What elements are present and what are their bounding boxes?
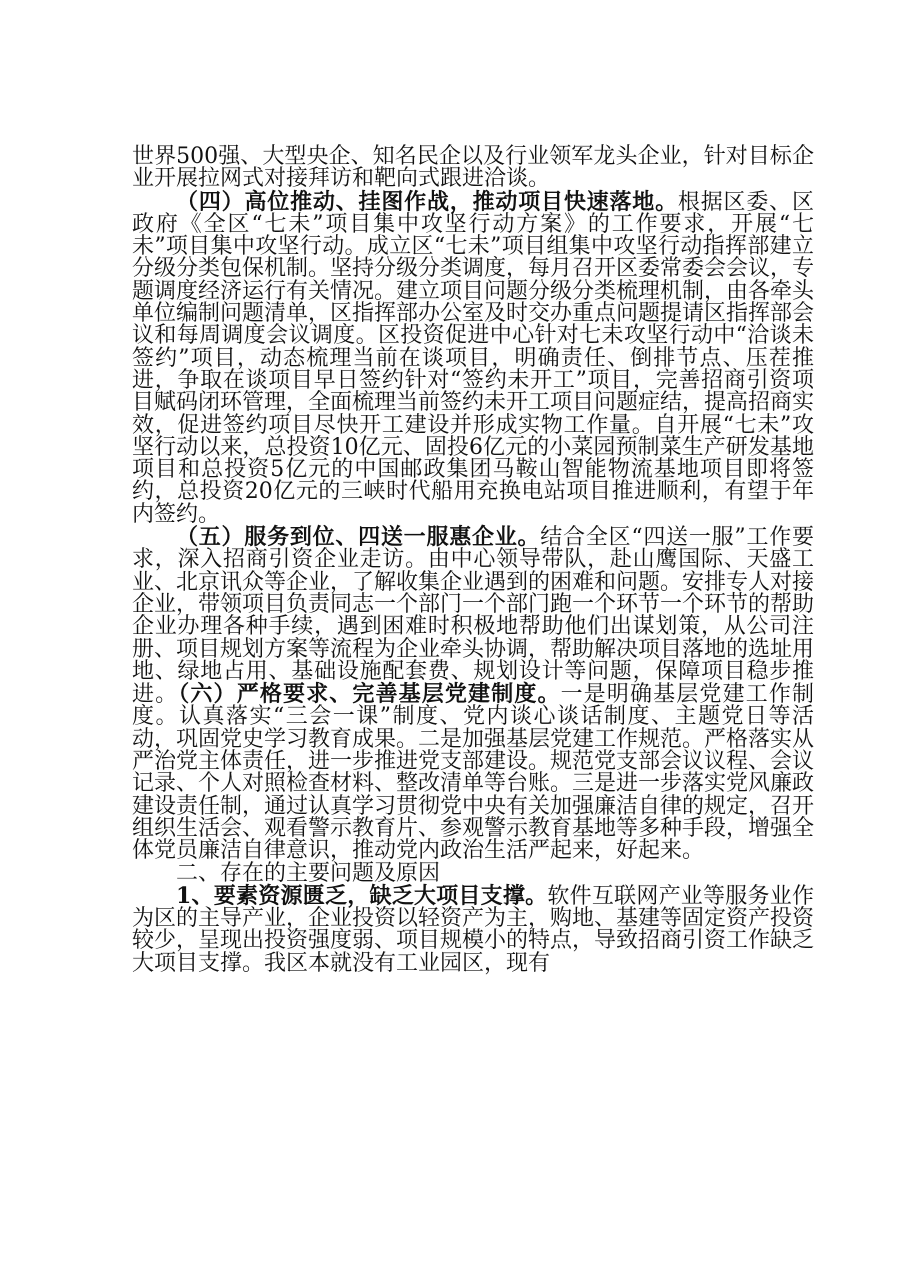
paragraph-text: 一是明确基层党建工作制度。认真落实“三会一课”制度、党内谈心谈话制度、主题党日等活动，巩固党史学习教育成果。二是加强基层党建工作规范。严格落实从严治党主体责任，进一步推进党支部建设。规范党支部会议议程、会议记录、个人对照检查材料、整改清单等台账。三是进一步落实党风廉政建设责任制，通过认真学习贯彻党中央有关加强廉洁自律的规定，召开组织生活会、观看警示教育片、参观警示教育基地等多种手段，增强全体党员廉洁自律意识，推动党内政治生活严起来，好起来。 — [132, 682, 815, 864]
paragraph-section-4 — [132, 188, 815, 527]
paragraph-text: 软件互联网产业等服务业作为区的主导产业，企业投资以轻资产为主，购地、基建等固定资产投资较少，呈现出投资强度弱、项目规模小的特点，导致招商引资工作缺乏大项目支撑。我区本就没有工业园区，现有 — [132, 883, 815, 976]
subsection-heading-6: （六）严格要求、完善基层党建制度。 — [178, 681, 561, 708]
paragraph-investment-targets — [132, 146, 814, 191]
paragraph-text: 世界500强、大型央企、知名民企以及行业领军龙头企业，针对目标企业开展拉网式对接拜访和靶向式跟进洽谈。 — [132, 144, 814, 192]
paragraph-text: 结合全区“四送一服”工作要求，深入招商引资企业走访。由中心领导带队，赴山鹰国际、天盛工业、北京讯众等企业，了解收集企业遇到的困难和问题。安排专人对接企业，带领项目负责同志一个部门一个部门跑一个环节一个环节的帮助企业办理各种手续，遇到困难时积极地帮助他们出谋划策，从公司注册、项目规划方案等流程为企业牵头协调，帮助解决项目落地的选址用地、绿地占用、基础设施配套费、规划设计等问题，保障项目稳步推进。 — [132, 525, 815, 708]
subsection-heading-5: （五）服务到位、四送一服惠企业。 — [176, 524, 541, 551]
subsection-heading-4: （四）高位推动、挂图作战，推动项目快速落地。 — [176, 188, 678, 215]
paragraph-text: 根据区委、区政府《全区“七未”项目集中攻坚行动方案》的工作要求，开展“七未”项目集中攻坚行动。成立区“七未”项目组集中攻坚行动指挥部建立分级分类包保机制。坚持分级分类调度，每月召开区委常委会会议，专题调度经济运行有关情况。建立项目问题分级分类梳理机制，由各牵头单位编制问题清单，区指挥部办公室及时交办重点问题提请区指挥部会议和每周调度会议调度。区投资促进中心针对七未攻坚行动中“洽谈未签约”项目，动态梳理当前在谈项目，明确责任、倒排节点、压茬推进，争取在谈项目早日签约针对“签约未开工”项目，完善招商引资项目赋码闭环管理，全面梳理当前签约未开工项目问题症结，提高招商实效，促进签约项目尽快开工建设并形成实物工作量。自开展“七未”攻坚行动以来，总投资10亿元、固投6亿元的小菜园预制菜生产研发基地项目和总投资5亿元的中国邮政集团马鞍山智能物流基地项目即将签约，总投资20亿元的三峡时代船用充换电站项目推进顺利，有望于年内签约。 — [132, 189, 815, 527]
document-body — [132, 146, 814, 975]
paragraph-problem-1 — [132, 882, 815, 976]
paragraph-section-5-6 — [132, 526, 814, 862]
section-title: 二、存在的主要问题及原因 — [176, 860, 441, 886]
problem-heading-1: 1、要素资源匮乏，缺乏大项目支撑。 — [176, 882, 548, 909]
